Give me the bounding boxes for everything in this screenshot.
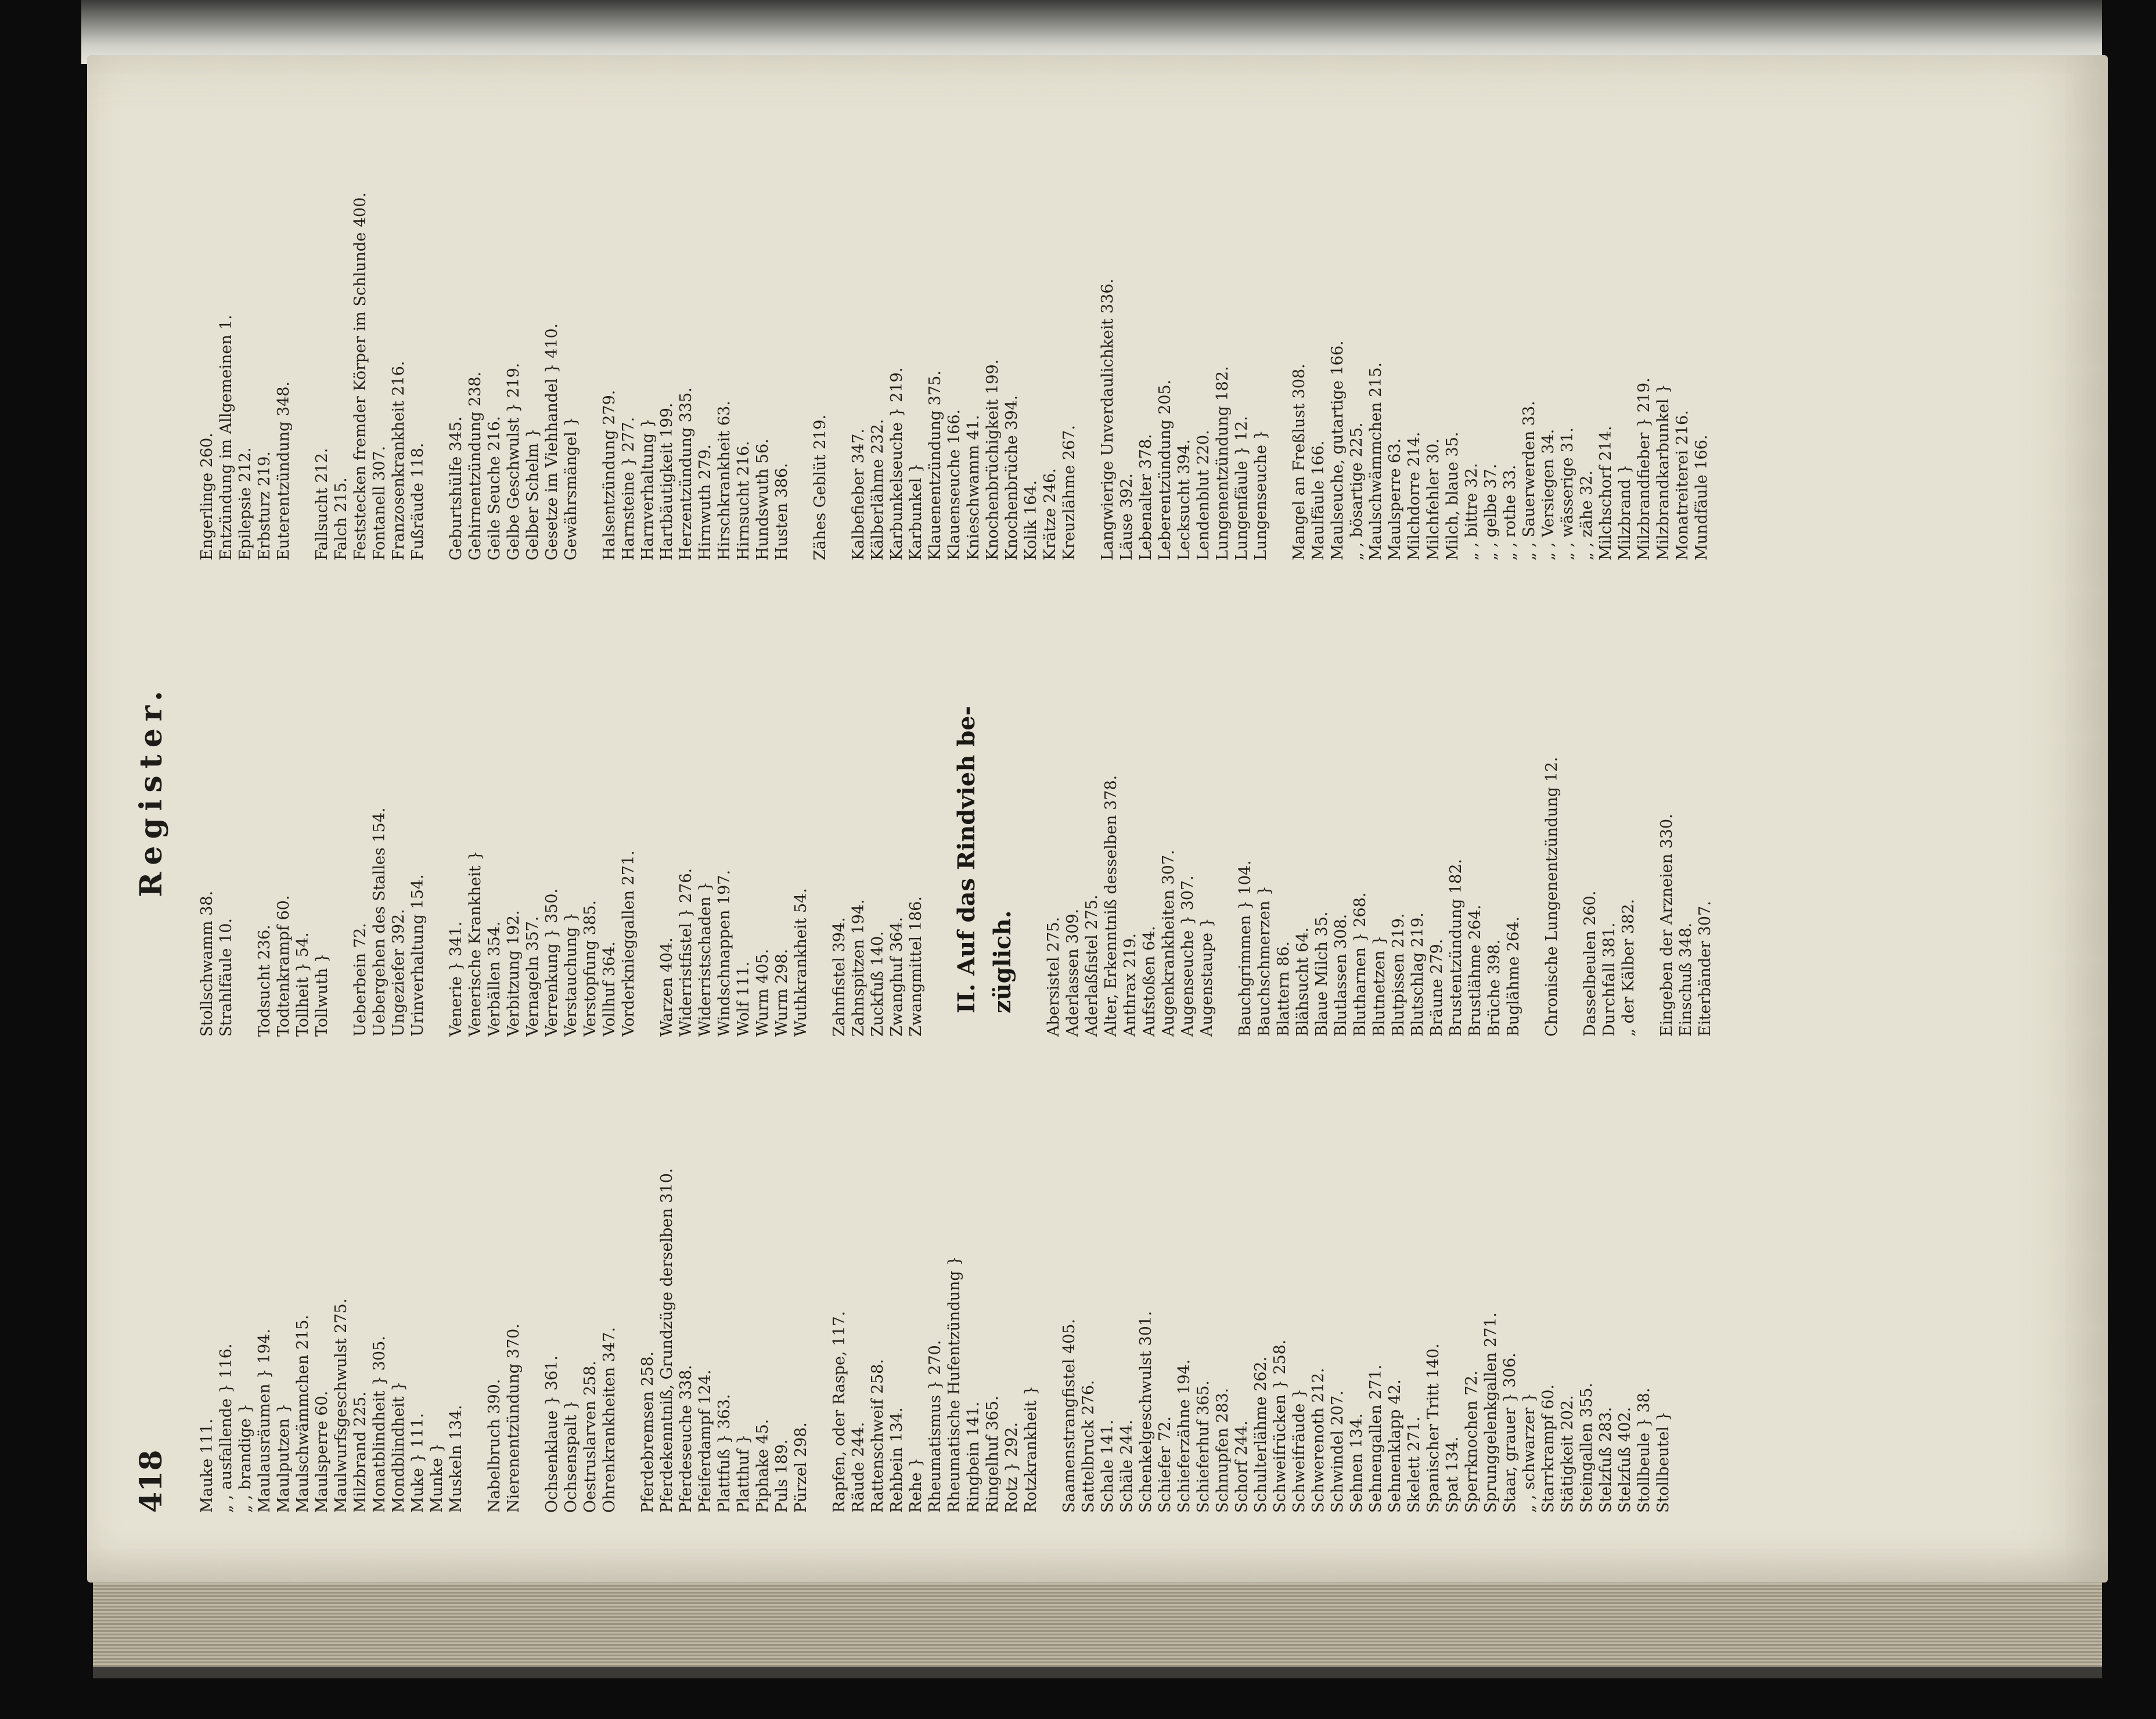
index-entry: „ , gelbe 37. xyxy=(1482,463,1500,560)
rotated-text-block xyxy=(99,78,2102,1565)
index-entry: Puls 189. xyxy=(773,1439,791,1513)
index-entry: Maulausräumen } 194. xyxy=(255,1329,273,1513)
index-entry: Ueberbein 72. xyxy=(351,923,369,1037)
index-entry: Milchschorf 214. xyxy=(1597,426,1615,560)
index-entry: Verbällen 354. xyxy=(485,921,503,1037)
section-heading: züglich. xyxy=(989,910,1016,1013)
index-entry: Widerristschaden } xyxy=(696,881,714,1037)
index-entry: Aufstoßen 64. xyxy=(1140,926,1158,1037)
index-entry: Kälberlähme 232. xyxy=(869,419,887,560)
index-entry: Euterentzündung 348. xyxy=(275,381,293,560)
index-entry: Maulsperre 60. xyxy=(313,1390,331,1513)
index-entry: Stelzfuß 402. xyxy=(1616,1407,1634,1513)
index-entry: Stollschwamm 38. xyxy=(198,890,216,1037)
index-column-2 xyxy=(197,584,1715,1037)
index-gap xyxy=(811,1060,830,1513)
index-entry: Abersistel 275. xyxy=(1045,916,1063,1037)
index-entry: Gesetze im Viehhandel } 410. xyxy=(543,323,561,560)
index-entry: Windschnappen 197. xyxy=(715,869,733,1037)
index-gap xyxy=(427,107,447,560)
index-entry: Ringelhuf 365. xyxy=(984,1396,1002,1513)
index-entry: Eiterbänder 307. xyxy=(1696,901,1714,1037)
index-entry: Sattelbruck 276. xyxy=(1079,1380,1097,1513)
index-entry: Zwanghuf 364. xyxy=(888,916,906,1037)
index-entry: Pferdekenntniß, Grundzüge derselben 310. xyxy=(658,1168,676,1513)
index-entry: Stollbeutel } xyxy=(1654,1411,1672,1513)
index-entry: Sehnengallen 271. xyxy=(1367,1364,1385,1513)
index-entry: Uebergehen des Stalles 154. xyxy=(370,807,388,1037)
index-entry: Einschuß 348. xyxy=(1677,922,1695,1037)
index-entry: Engerlinge 260. xyxy=(198,433,216,560)
index-entry: Läuse 392. xyxy=(1118,473,1136,560)
index-entry: Ohrenkrankheiten 347. xyxy=(600,1327,618,1513)
index-entry: Vollhuf 364. xyxy=(600,941,618,1037)
index-entry: Entzündung im Allgemeinen 1. xyxy=(217,314,235,560)
index-gap xyxy=(1079,107,1098,560)
index-entry: „ , brandige } xyxy=(236,1403,254,1513)
index-entry: Brüche 398. xyxy=(1485,939,1503,1037)
index-entry: Verstopfung 385. xyxy=(581,900,599,1037)
index-entry: „ , Versiegen 34. xyxy=(1539,429,1557,560)
index-entry: Brustentzündung 182. xyxy=(1447,858,1465,1037)
index-entry: Hirschkrankheit 63. xyxy=(715,401,733,560)
index-entry: Mangel an Freßlust 308. xyxy=(1290,364,1308,560)
index-entry: Widerristfistel } 276. xyxy=(677,868,695,1037)
index-entry: Sehnen 134. xyxy=(1348,1413,1366,1513)
index-gap xyxy=(1270,107,1290,560)
index-entry: Ochsenklaue } 361. xyxy=(543,1355,561,1513)
index-entry: Lungenentzündung 182. xyxy=(1214,366,1232,560)
index-entry: Wurm 405. xyxy=(754,948,772,1037)
index-gap xyxy=(1216,584,1236,1037)
index-entry: Milzbrandkarbunkel } xyxy=(1654,383,1672,560)
index-gap xyxy=(619,1060,638,1513)
index-entry: Herzentzündung 335. xyxy=(677,387,695,560)
index-entry: Platthuf } xyxy=(735,1434,753,1513)
index-entry: Blutschlag 219. xyxy=(1409,912,1427,1037)
index-entry: Alter, Erkenntniß desselben 378. xyxy=(1102,775,1120,1037)
index-entry: Milzbrandfieber } 219. xyxy=(1635,377,1653,560)
index-entry: Augenseuche } 307. xyxy=(1179,875,1197,1037)
index-entry: Stätigkeit 202. xyxy=(1558,1395,1576,1513)
index-entry: Milch, blaue 35. xyxy=(1444,431,1462,560)
index-entry: Aderlassen 309. xyxy=(1064,908,1082,1037)
index-entry: Hundswuth 56. xyxy=(754,438,772,560)
index-entry: Ungeziefer 392. xyxy=(390,909,408,1037)
index-entry: Nabelbruch 390. xyxy=(485,1379,503,1513)
index-entry: Ringbein 141. xyxy=(964,1401,982,1513)
index-entry: Zahnspitzen 194. xyxy=(850,899,868,1037)
index-entry: Lebenalter 378. xyxy=(1137,434,1155,560)
index-entry: Wurm 298. xyxy=(773,948,791,1037)
index-entry: Kalbefieber 347. xyxy=(850,428,868,560)
index-entry: Bauchgrimmen } 104. xyxy=(1236,860,1254,1037)
index-entry: Vernageln 357. xyxy=(524,916,542,1037)
index-entry: Tollheit } 54. xyxy=(294,932,312,1037)
index-entry: Maulwurfsgeschwulst 275. xyxy=(332,1298,350,1513)
index-entry: Langwierige Unverdaulichkeit 336. xyxy=(1099,278,1117,560)
index-entry: Schulterlähme 262. xyxy=(1252,1356,1270,1513)
index-entry: Pfeiferdampf 124. xyxy=(696,1369,714,1513)
index-entry: „ , bösartige 225. xyxy=(1348,422,1366,560)
index-entry: Zwangmittel 186. xyxy=(907,896,925,1037)
book-page xyxy=(87,55,2108,1583)
index-gap xyxy=(427,584,447,1037)
index-entry: Ochsenspalt } xyxy=(562,1400,580,1513)
index-entry: Bräune 279. xyxy=(1428,938,1446,1037)
index-entry: „ , Sauerwerden 33. xyxy=(1520,401,1538,560)
index-entry: Geburtshülfe 345. xyxy=(447,416,465,560)
index-entry: Maulseuche, gutartige 166. xyxy=(1329,340,1347,560)
index-entry: Durchfall 381. xyxy=(1600,922,1618,1037)
index-entry: Blattern 86. xyxy=(1275,941,1293,1037)
index-entry: Schenkelgeschwulst 301. xyxy=(1137,1311,1155,1513)
index-entry: Augenkrankheiten 307. xyxy=(1160,850,1178,1037)
index-entry: Maulschwämmchen 215. xyxy=(1367,362,1385,560)
index-entry: Gehirnentzündung 238. xyxy=(466,371,484,560)
index-gap xyxy=(293,107,312,560)
index-entry: „ , zähe 32. xyxy=(1578,470,1596,560)
index-entry: Buglähme 264. xyxy=(1504,916,1522,1037)
index-entry: Mundfäule 166. xyxy=(1693,434,1711,560)
index-entry: Pürzel 298. xyxy=(792,1422,810,1513)
index-gap xyxy=(1041,1060,1060,1513)
index-entry: Vorderknieggallen 271. xyxy=(620,850,638,1037)
index-entry: Gelber Schelm } xyxy=(524,428,542,560)
index-entry: Steingallen 355. xyxy=(1578,1382,1596,1513)
index-entry: Kreuzlähme 267. xyxy=(1060,425,1078,560)
index-entry: Muskeln 134. xyxy=(447,1405,465,1513)
index-entry: Schweifrücken } 258. xyxy=(1271,1339,1289,1513)
index-entry: Staar, grauer } 306. xyxy=(1501,1353,1519,1513)
index-entry: Nierenentzündung 370. xyxy=(505,1324,523,1513)
index-gap xyxy=(1561,584,1581,1037)
index-entry: Zähes Geblüt 219. xyxy=(811,414,829,560)
index-entry: Kolik 164. xyxy=(1022,480,1040,560)
index-entry: Milzbrand } xyxy=(1616,464,1634,560)
index-gap xyxy=(523,1060,542,1513)
index-entry: Aderlaßfistel 275. xyxy=(1083,894,1101,1037)
index-entry: Geile Seuche 216. xyxy=(485,416,503,560)
index-entry: Blaue Milch 35. xyxy=(1313,911,1331,1037)
index-gap xyxy=(332,584,351,1037)
index-entry: Franzosenkrankheit 216. xyxy=(390,361,408,560)
index-entry: Maulschwämmchen 215. xyxy=(294,1314,312,1513)
index-gap xyxy=(830,107,849,560)
index-entry: Karbunkelseuche } 219. xyxy=(888,367,906,560)
index-entry: „ , wässerige 31. xyxy=(1558,427,1576,560)
index-entry: Verrenkung } 350. xyxy=(543,888,561,1037)
index-entry: Piphake 45. xyxy=(754,1419,772,1513)
index-entry: Krätze 246. xyxy=(1041,468,1059,560)
index-entry: Verbitzung 192. xyxy=(505,910,523,1037)
index-entry: Spanischer Tritt 140. xyxy=(1424,1343,1442,1513)
page-header xyxy=(134,131,180,1513)
index-entry: Todtenkrampf 60. xyxy=(275,895,293,1037)
index-entry: „ der Kälber 382. xyxy=(1619,898,1637,1037)
index-entry: Schäle 244. xyxy=(1118,1419,1136,1513)
index-entry: Bauchschmerzen } xyxy=(1255,885,1273,1037)
index-entry: Falch 215. xyxy=(332,477,350,560)
index-entry: Maulfäule 166. xyxy=(1309,440,1327,560)
index-entry: Hirnsucht 216. xyxy=(735,441,753,560)
index-entry: Harnverhaltung } xyxy=(639,418,657,560)
index-entry: Oestruslarven 258. xyxy=(581,1361,599,1513)
index-entry: Warzen 404. xyxy=(658,937,676,1037)
index-entry: Rehe } xyxy=(907,1457,925,1513)
index-entry: Stollbeule } 38. xyxy=(1635,1387,1653,1513)
index-entry: Rheumatismus } 270. xyxy=(926,1340,944,1513)
index-entry: Schnupfen 283. xyxy=(1214,1387,1232,1513)
index-column-1 xyxy=(197,1060,1673,1513)
index-entry: Verstauchung } xyxy=(562,912,580,1037)
index-entry: Muke } 111. xyxy=(409,1413,427,1513)
index-entry: Milzbrand 225. xyxy=(351,1391,369,1513)
index-entry: Leberentzündung 205. xyxy=(1156,379,1174,560)
index-entry: Mauke 111. xyxy=(198,1418,216,1513)
index-entry: Blähsucht 64. xyxy=(1294,927,1312,1037)
book-spine-edge xyxy=(81,0,2102,64)
index-entry: Schwindel 207. xyxy=(1329,1390,1347,1513)
index-entry: Lungenfäule } 12. xyxy=(1233,416,1251,560)
index-entry: Fontanell 307. xyxy=(370,445,388,560)
index-gap xyxy=(1523,584,1542,1037)
index-entry: Blutharnen } 268. xyxy=(1351,892,1369,1037)
page-title: Register. xyxy=(134,684,169,897)
index-entry: Lungenseuche } xyxy=(1252,430,1270,560)
index-entry: Rehbein 134. xyxy=(888,1407,906,1513)
index-entry: Milchdorre 214. xyxy=(1405,431,1423,560)
index-entry: Urinverhaltung 154. xyxy=(409,874,427,1037)
index-entry: Zuckfuß 140. xyxy=(869,931,887,1037)
index-entry: Saamenstrangfistel 405. xyxy=(1060,1318,1078,1513)
page-number: 418 xyxy=(134,1450,169,1513)
index-entry: Venerische Krankheit } xyxy=(466,850,484,1037)
index-entry: Rattenschweif 258. xyxy=(869,1359,887,1513)
index-entry: Skelett 271. xyxy=(1405,1416,1423,1513)
index-entry: Monatreiterei 216. xyxy=(1673,410,1691,560)
section-heading: II. Auf das Rindvieh be- xyxy=(953,706,980,1013)
index-entry: Fallsucht 212. xyxy=(313,448,331,560)
index-entry: Strahlfäule 10. xyxy=(217,918,235,1037)
index-entry: Maulsperre 63. xyxy=(1386,438,1404,560)
index-entry: Rheumatische Hufentzündung } xyxy=(945,1256,963,1513)
index-entry: Räude 244. xyxy=(850,1422,868,1513)
index-entry: Brustlähme 264. xyxy=(1466,904,1484,1037)
index-entry: „ , bittre 32. xyxy=(1463,463,1481,560)
index-gap xyxy=(466,1060,485,1513)
index-entry: Munke } xyxy=(428,1443,446,1513)
index-entry: Milchfehler 30. xyxy=(1424,438,1442,560)
index-entry: Augenstaupe } xyxy=(1198,918,1216,1037)
index-entry: Eingeben der Arzneien 330. xyxy=(1658,814,1676,1037)
index-entry: Spat 134. xyxy=(1444,1436,1462,1513)
index-entry: Todsucht 236. xyxy=(255,925,273,1037)
index-entry: Klauenseuche 166. xyxy=(945,409,963,560)
index-entry: Halsentzündung 279. xyxy=(600,390,618,560)
index-entry: Rotz } 292. xyxy=(1003,1422,1021,1513)
index-entry: Rapfen, oder Raspe, 117. xyxy=(830,1311,848,1513)
index-entry: Schieferhuf 365. xyxy=(1194,1380,1212,1513)
index-entry: Wolf 111. xyxy=(735,961,753,1037)
index-entry: Venerie } 341. xyxy=(447,921,465,1037)
index-entry: Blutlassen 308. xyxy=(1332,914,1350,1037)
index-gap xyxy=(236,584,255,1037)
index-entry: Hirnwuth 279. xyxy=(696,444,714,560)
index-entry: Klauenentzündung 375. xyxy=(926,371,944,560)
index-entry: Hartbäutigkeit 199. xyxy=(658,402,676,560)
index-entry: Starrkrampf 60. xyxy=(1539,1384,1557,1513)
index-entry: Plattfuß } 363. xyxy=(715,1394,733,1513)
index-entry: Karbunkel } xyxy=(907,463,925,560)
index-column-3 xyxy=(197,107,1711,560)
page-edges xyxy=(93,1580,2102,1678)
index-entry: Mondblindheit } xyxy=(390,1381,408,1513)
index-entry: Schweifräude } xyxy=(1290,1388,1308,1513)
index-entry: Fußräude 118. xyxy=(409,443,427,560)
index-entry: Blutpissen 219. xyxy=(1390,913,1408,1037)
index-entry: Rotzkrankheit } xyxy=(1022,1385,1040,1513)
index-entry: Wuthkrankheit 54. xyxy=(792,888,810,1037)
index-entry: Blutnetzen } xyxy=(1370,935,1388,1037)
index-entry: Epilepsie 212. xyxy=(236,447,254,560)
index-gap xyxy=(581,107,600,560)
index-entry: Harnsteine } 277. xyxy=(620,416,638,560)
index-entry: Chronische Lungenentzündung 12. xyxy=(1543,757,1561,1037)
index-entry: „ , rothe 33. xyxy=(1501,465,1519,560)
index-entry: Schorf 244. xyxy=(1233,1420,1251,1513)
index-entry: Knieschwamm 41. xyxy=(964,415,982,560)
index-entry: „ , ausfallende } 116. xyxy=(217,1343,235,1513)
index-entry: Gewährsmängel } xyxy=(562,416,580,560)
index-entry: Husten 386. xyxy=(773,463,791,560)
index-entry: Schieferzähne 194. xyxy=(1175,1359,1193,1513)
index-entry: Dasselbeulen 260. xyxy=(1581,890,1599,1037)
index-entry: „ , schwarzer } xyxy=(1520,1392,1538,1513)
index-entry: Knochenbrüche 394. xyxy=(1003,395,1021,560)
index-entry: Erbsturz 219. xyxy=(255,451,273,560)
index-entry: Feststecken fremder Körper im Schlunde 400. xyxy=(351,192,369,560)
index-entry: Knochenbrüchigkeit 199. xyxy=(984,359,1002,560)
index-gap xyxy=(811,584,830,1037)
index-entry: Schwerenoth 212. xyxy=(1309,1368,1327,1513)
index-entry: Tollwuth } xyxy=(313,953,331,1037)
index-gap xyxy=(791,107,811,560)
index-entry: Lecksucht 394. xyxy=(1175,439,1193,560)
index-gap xyxy=(1638,584,1657,1037)
index-entry: Monatblindheit } 305. xyxy=(370,1336,388,1513)
index-entry: Lendenblut 220. xyxy=(1194,430,1212,560)
index-entry: Stelzfuß 283. xyxy=(1597,1407,1615,1513)
index-entry: Pferdebremsen 258. xyxy=(639,1351,657,1513)
index-entry: Sprunggelenkgallen 271. xyxy=(1482,1312,1500,1513)
index-entry: Schale 141. xyxy=(1099,1419,1117,1513)
index-entry: Schiefer 72. xyxy=(1156,1416,1174,1513)
index-gap xyxy=(926,584,945,1037)
index-gap xyxy=(1025,584,1044,1037)
index-entry: Maulputzen } xyxy=(275,1403,293,1513)
index-entry: Anthrax 219. xyxy=(1121,933,1139,1037)
index-entry: Pferdeseuche 338. xyxy=(677,1365,695,1513)
index-entry: Sehnenklapp 42. xyxy=(1386,1379,1404,1513)
index-entry: Gelbe Geschwulst } 219. xyxy=(505,362,523,560)
index-entry: Zahnfistel 394. xyxy=(830,917,848,1037)
index-entry: Sperrknochen 72. xyxy=(1463,1371,1481,1513)
index-gap xyxy=(638,584,657,1037)
